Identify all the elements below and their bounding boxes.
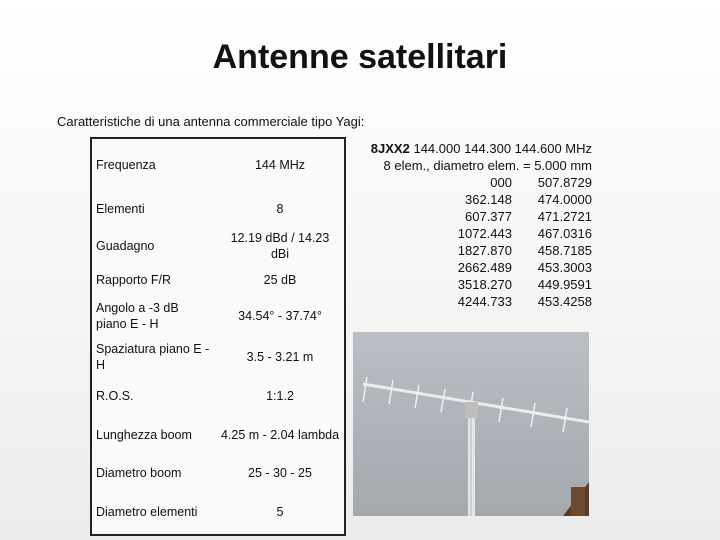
data-line2: 8 elem., diametro elem. = 5.000 mm [383, 158, 592, 173]
data-header [340, 140, 592, 157]
spec-value: 25 - 30 - 25 [248, 465, 312, 480]
spec-value: 3.5 - 3.21 m [246, 350, 314, 364]
data-pair-row [340, 259, 592, 276]
spec-label: Angolo a -3 dB piano E - H [96, 301, 179, 331]
spec-label: R.O.S. [96, 389, 134, 403]
spec-label: Diametro elementi [96, 504, 198, 519]
pair-col1: 4244.733 [457, 294, 512, 309]
spec-label: Lunghezza boom [96, 428, 192, 442]
pair-col1: 362.148 [465, 192, 512, 207]
spec-value: 34.54° - 37.74° [238, 309, 322, 323]
spec-label: Spaziatura piano E - H [96, 342, 210, 372]
spec-row [91, 296, 345, 336]
pair-col1: 1827.870 [457, 243, 512, 258]
boom-clamp [465, 402, 478, 418]
pair-col1: 000 [490, 175, 512, 190]
slide-title: Antenne satellitari [212, 38, 508, 76]
spec-row [91, 378, 345, 414]
pair-col2: 453.3003 [537, 260, 592, 275]
pair-col2: 474.0000 [537, 192, 592, 207]
pair-col2: 507.8729 [537, 175, 592, 190]
yagi-antenna-photo [353, 332, 589, 516]
calc-data-block [340, 140, 592, 310]
data-pair-row [340, 174, 592, 191]
spec-row [91, 138, 345, 190]
pair-col1: 607.377 [465, 209, 512, 224]
pair-col1: 2662.489 [457, 260, 512, 275]
spec-value: 1:1.2 [266, 389, 294, 403]
data-pair-row [340, 225, 592, 242]
frequencies: 144.000 144.300 144.600 MHz [413, 141, 592, 156]
pair-col1: 3518.270 [457, 277, 512, 292]
data-pair-row [340, 208, 592, 225]
spec-row [91, 264, 345, 296]
pair-col2: 467.0316 [537, 226, 592, 241]
spec-row [91, 336, 345, 378]
spec-value: 4.25 m - 2.04 lambda [220, 428, 340, 442]
spec-row [91, 190, 345, 227]
spec-value: 5 [276, 504, 284, 519]
spec-value: 12.19 dBd / 14.23 dBi [230, 230, 330, 261]
spec-value: 144 MHz [254, 157, 306, 172]
model-name: 8JXX2 [370, 141, 410, 156]
slide-subtitle: Caratteristiche di una antenna commerciale tipo Yagi: [57, 114, 365, 129]
spec-label: Diametro boom [96, 465, 182, 480]
spec-table [90, 137, 346, 536]
pair-col2: 471.2721 [537, 209, 592, 224]
data-pair-row [340, 191, 592, 208]
data-pair-row [340, 276, 592, 293]
spec-value: 8 [276, 201, 284, 216]
data-pair-row [340, 293, 592, 310]
pair-col2: 449.9591 [537, 277, 592, 292]
pair-col2: 453.4258 [537, 294, 592, 309]
pair-col2: 458.7185 [537, 243, 592, 258]
data-pair-row [340, 242, 592, 259]
spec-label: Frequenza [96, 157, 156, 172]
spec-label: Rapporto F/R [96, 273, 172, 287]
spec-value: 25 dB [263, 273, 297, 287]
spec-row [91, 489, 345, 535]
pair-col1: 1072.443 [457, 226, 512, 241]
spec-row [91, 227, 345, 264]
spec-row [91, 456, 345, 489]
spec-row [91, 414, 345, 456]
data-pairs [340, 174, 592, 310]
spec-label: Elementi [96, 201, 145, 216]
antenna-illustration [353, 332, 589, 516]
spec-label: Guadagno [96, 238, 155, 253]
